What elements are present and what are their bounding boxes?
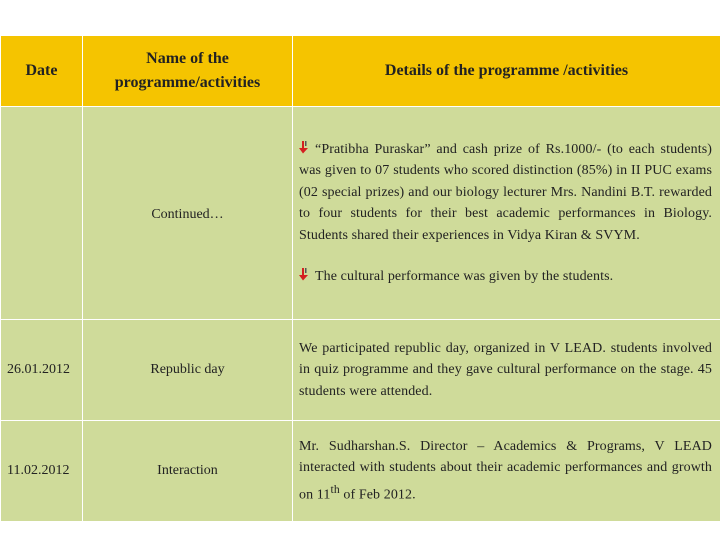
row-date — [1, 107, 83, 320]
row-details — [293, 421, 720, 522]
detail-text-end: of Feb 2012. — [339, 487, 416, 503]
header-row — [1, 36, 720, 107]
detail-text: Mr. Sudharshan.S. Director – Academics & Programs, V LEAD interacted with students about their academic performances and growth on 11 — [299, 438, 712, 503]
table-row — [1, 107, 720, 320]
row-date: 11.02.2012 — [1, 421, 83, 522]
row-details — [293, 107, 720, 320]
row-programme-name — [83, 107, 293, 320]
detail-bullet-item — [299, 266, 712, 288]
header-details: Details of the programme /activities — [293, 36, 720, 107]
detail-superscript: th — [330, 482, 340, 496]
row-date: 26.01.2012 — [1, 320, 83, 421]
row-programme-name: Interaction — [83, 421, 293, 522]
header-date: Date — [1, 36, 83, 107]
row-programme-name: Republic day — [83, 320, 293, 421]
activities-table — [0, 35, 720, 522]
detail-bullet-text: The cultural performance was given by the students. — [315, 269, 614, 284]
table-row — [1, 421, 720, 522]
detail-bullet-item — [299, 139, 712, 247]
header-programme-name: Name of the programme/activities — [83, 36, 293, 107]
detail-bullet-text: “Pratibha Puraskar” and cash prize of Rs.1000/- (to each students) was given to 07 students who scored distinction (85%) in II PUC exams (02 special prizes) and our biology lecturer Mrs. Nandini B.T. rewarded to four students for their best academic performances in Biology. Students shared their experiences in Vidya Kiran & SVYM. — [299, 141, 712, 243]
red-arrow-bullet-icon — [299, 268, 309, 281]
red-arrow-bullet-icon — [299, 141, 309, 154]
row-programme-name-text: Continued… — [151, 207, 224, 222]
row-details: We participated republic day, organized in V LEAD. students involved in quiz programme and they gave cultural performance on the stage. 45 students were attended. — [293, 320, 720, 421]
table-row — [1, 320, 720, 421]
